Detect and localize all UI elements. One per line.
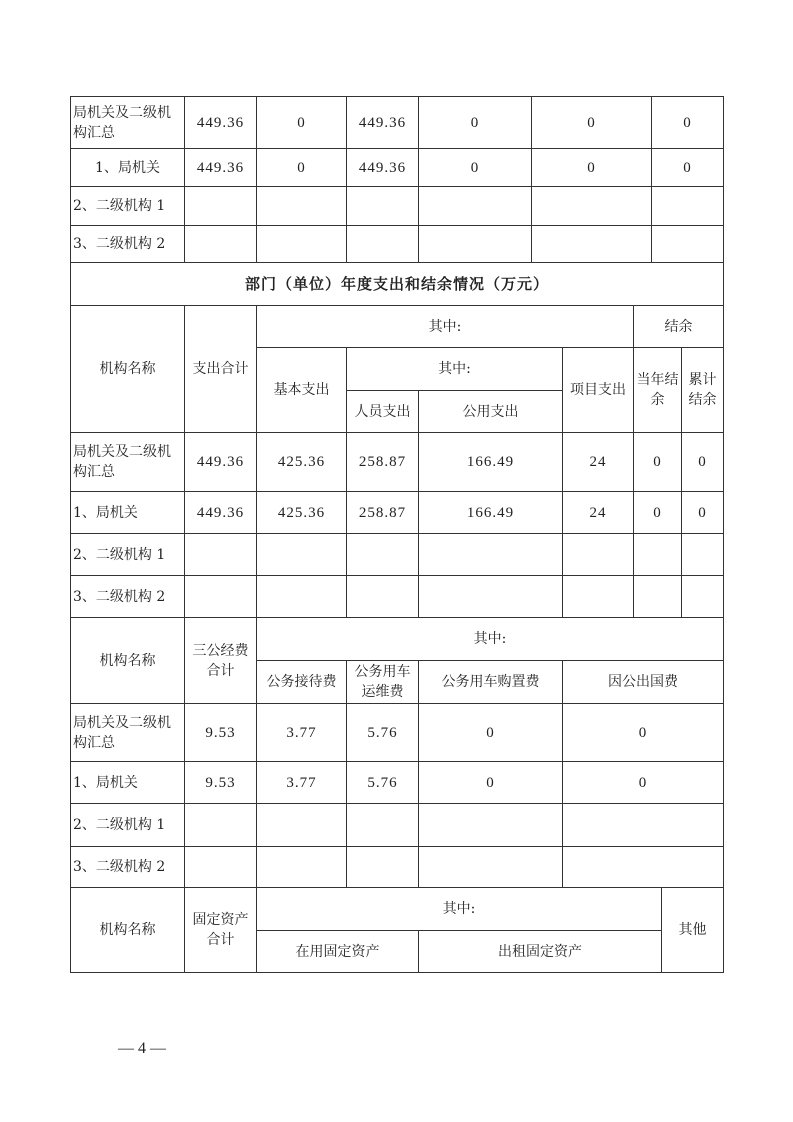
expenditure-table [70,262,724,618]
header-of-which: 其中: [257,306,634,348]
value-cell: 0 [419,704,563,762]
table-row [71,97,724,149]
value-cell: 0 [532,97,652,149]
org-name-cell: 3、二级机构 2 [71,847,185,888]
value-cell [652,226,724,263]
value-cell: 3.77 [257,762,347,804]
value-cell: 425.36 [257,433,347,492]
value-cell [185,187,257,226]
value-cell [347,226,419,263]
value-cell [532,187,652,226]
header-total: 支出合计 [185,306,257,433]
value-cell: 0 [419,762,563,804]
header-reception: 公务接待费 [257,661,347,704]
value-cell [257,226,347,263]
value-cell: 0 [652,149,724,187]
table-row [71,847,724,888]
value-cell [257,534,347,576]
value-cell: 166.49 [419,492,563,534]
value-cell: 0 [563,704,724,762]
org-name-cell: 3、二级机构 2 [71,576,185,618]
table-row [71,762,724,804]
value-cell: 258.87 [347,433,419,492]
header-org-name: 机构名称 [71,618,185,704]
value-cell: 0 [682,492,724,534]
table-row [71,704,724,762]
header-in-use: 在用固定资产 [257,931,419,973]
value-cell [419,187,532,226]
org-name-cell: 局机关及二级机构汇总 [71,433,185,492]
header-vehicle-purchase: 公务用车购置费 [419,661,563,704]
header-basic-of-which: 其中: [347,348,563,391]
section-title: 部门（单位）年度支出和结余情况（万元） [71,263,724,306]
value-cell [257,804,347,847]
org-name-cell: 2、二级机构 1 [71,534,185,576]
value-cell [419,576,563,618]
header-of-which: 其中: [257,888,662,931]
header-total: 三公经费合计 [185,618,257,704]
page-number: — 4 — [118,1040,166,1057]
header-basic: 基本支出 [257,348,347,433]
value-cell [634,576,682,618]
header-abroad: 因公出国费 [563,661,724,704]
header-org-name: 机构名称 [71,888,185,973]
document-table [70,97,723,973]
org-name-cell: 2、二级机构 1 [71,187,185,226]
value-cell [185,847,257,888]
fixed-assets-table [70,887,724,973]
value-cell: 5.76 [347,762,419,804]
value-cell [563,847,724,888]
table-row [71,433,724,492]
value-cell [347,534,419,576]
value-cell [185,576,257,618]
value-cell: 0 [563,762,724,804]
value-cell: 449.36 [185,433,257,492]
value-cell [185,804,257,847]
value-cell: 0 [419,97,532,149]
header-balance: 结余 [634,306,724,348]
table-row [71,226,724,263]
value-cell [682,534,724,576]
org-name-cell: 局机关及二级机构汇总 [71,97,185,149]
value-cell: 9.53 [185,762,257,804]
org-name-cell: 1、局机关 [71,762,185,804]
value-cell: 0 [257,97,347,149]
value-cell [563,804,724,847]
value-cell: 9.53 [185,704,257,762]
table-row [71,149,724,187]
value-cell [419,226,532,263]
header-public: 公用支出 [419,391,563,433]
value-cell: 0 [634,492,682,534]
value-cell [185,534,257,576]
table-row [71,534,724,576]
value-cell: 5.76 [347,704,419,762]
table-row [71,187,724,226]
value-cell [257,187,347,226]
org-name-cell: 1、局机关 [71,149,185,187]
value-cell [257,847,347,888]
org-name-cell: 3、二级机构 2 [71,226,185,263]
table-row [71,492,724,534]
value-cell: 449.36 [185,149,257,187]
value-cell [652,187,724,226]
value-cell [419,847,563,888]
table-row [71,804,724,847]
header-cumulative-balance: 累计结余 [682,348,724,433]
value-cell [185,226,257,263]
org-name-cell: 1、局机关 [71,492,185,534]
header-personnel: 人员支出 [347,391,419,433]
value-cell: 3.77 [257,704,347,762]
value-cell [419,804,563,847]
value-cell [347,804,419,847]
value-cell [563,534,634,576]
value-cell: 449.36 [185,492,257,534]
header-other: 其他 [662,888,724,973]
value-cell: 449.36 [347,97,419,149]
header-rented: 出租固定资产 [419,931,662,973]
value-cell: 0 [257,149,347,187]
header-project: 项目支出 [563,348,634,433]
header-org-name: 机构名称 [71,306,185,433]
table-row [71,576,724,618]
value-cell [563,576,634,618]
value-cell: 0 [532,149,652,187]
value-cell [419,534,563,576]
value-cell [532,226,652,263]
value-cell: 0 [634,433,682,492]
org-name-cell: 局机关及二级机构汇总 [71,704,185,762]
header-total: 固定资产合计 [185,888,257,973]
value-cell [347,187,419,226]
value-cell: 425.36 [257,492,347,534]
value-cell [257,576,347,618]
header-of-which: 其中: [257,618,724,661]
income-table [70,96,724,263]
value-cell: 0 [652,97,724,149]
value-cell [347,576,419,618]
value-cell: 24 [563,433,634,492]
value-cell: 24 [563,492,634,534]
header-vehicle-ops: 公务用车运维费 [347,661,419,704]
value-cell: 258.87 [347,492,419,534]
header-current-balance: 当年结余 [634,348,682,433]
value-cell: 0 [682,433,724,492]
value-cell: 166.49 [419,433,563,492]
value-cell [682,576,724,618]
value-cell: 449.36 [185,97,257,149]
three-public-expenses-table [70,617,724,888]
value-cell [347,847,419,888]
value-cell: 449.36 [347,149,419,187]
org-name-cell: 2、二级机构 1 [71,804,185,847]
value-cell: 0 [419,149,532,187]
value-cell [634,534,682,576]
